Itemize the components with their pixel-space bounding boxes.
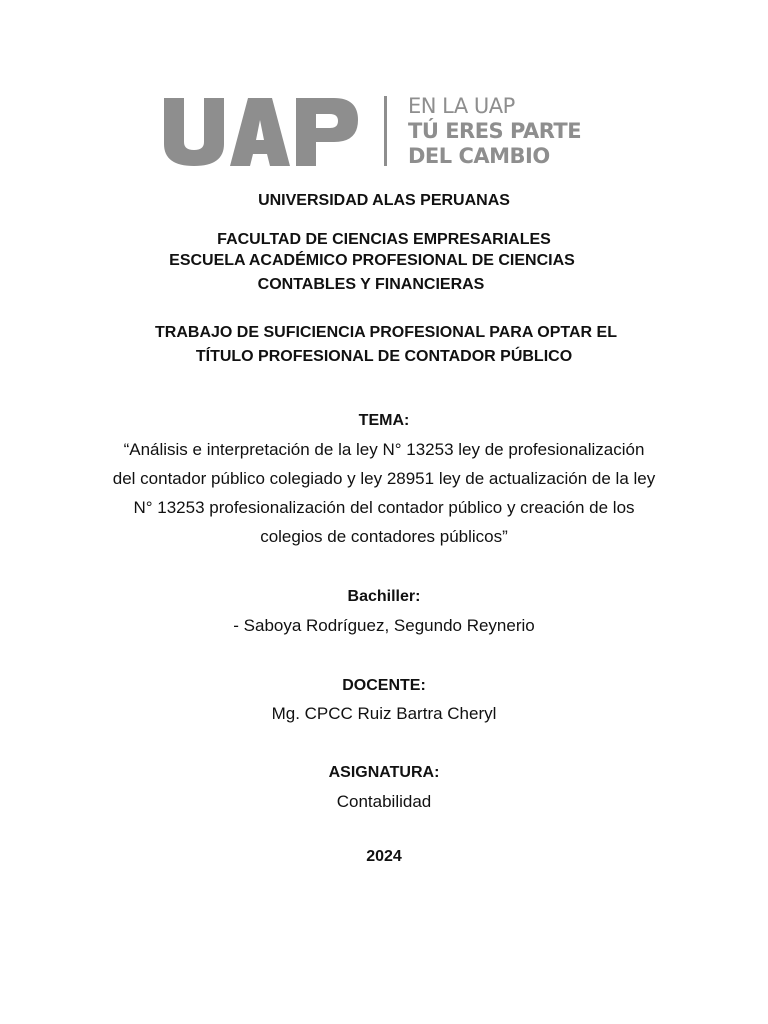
uap-logo xyxy=(164,94,604,170)
tema-line-2: del contador público colegiado y ley 28951 ley de actualización de la ley xyxy=(112,469,656,488)
school-name-line-1: ESCUELA ACADÉMICO PROFESIONAL DE CIENCIAS xyxy=(169,252,575,269)
tema-label: TEMA: xyxy=(358,412,410,429)
tema-line-3: N° 13253 profesionalización del contador público y creación de los xyxy=(133,498,635,517)
tema-line-1: “Análisis e interpretación de la ley N° 13253 ley de profesionalización xyxy=(123,440,645,459)
logo-slogan xyxy=(408,94,581,169)
slogan-line-1: EN LA UAP xyxy=(408,94,515,118)
docente-name: Mg. CPCC Ruiz Bartra Cheryl xyxy=(271,704,497,723)
year: 2024 xyxy=(366,848,402,865)
bachiller-name: - Saboya Rodríguez, Segundo Reynerio xyxy=(233,616,535,635)
asignatura-value: Contabilidad xyxy=(336,792,432,811)
docente-label: DOCENTE: xyxy=(342,677,426,694)
work-title-line-1: TRABAJO DE SUFICIENCIA PROFESIONAL PARA OPTAR EL xyxy=(155,324,617,341)
faculty-name: FACULTAD DE CIENCIAS EMPRESARIALES xyxy=(217,231,551,248)
slogan-line-2: TÚ ERES PARTE xyxy=(408,119,582,143)
slogan-line-3: DEL CAMBIO xyxy=(408,144,550,168)
bachiller-label: Bachiller: xyxy=(347,588,421,605)
university-name: UNIVERSIDAD ALAS PERUANAS xyxy=(258,192,510,209)
asignatura-label: ASIGNATURA: xyxy=(328,764,440,781)
school-name-line-2: CONTABLES Y FINANCIERAS xyxy=(257,276,485,293)
logo-divider xyxy=(384,96,387,166)
uap-wordmark xyxy=(164,98,362,166)
work-title-line-2: TÍTULO PROFESIONAL DE CONTADOR PÚBLICO xyxy=(195,348,573,365)
tema-line-4: colegios de contadores públicos” xyxy=(260,527,508,546)
